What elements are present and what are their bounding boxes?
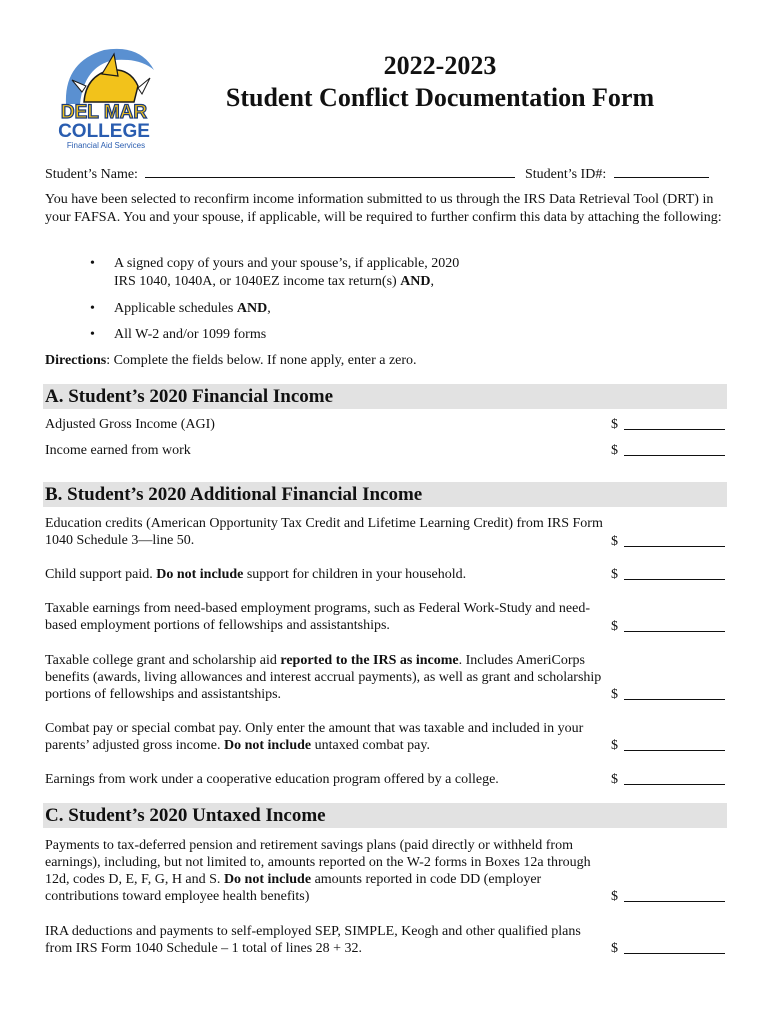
student-name-field[interactable] <box>145 164 515 178</box>
bullet-1-line2: IRS 1040, 1040A, or 1040EZ income tax return(s) <box>114 274 401 289</box>
list-item <box>90 300 690 318</box>
combat-pay-label: Combat pay or special combat pay. Only enter the amount that was taxable and included in your parents’ adjusted gross income. Do not include untaxed combat pay. <box>45 721 584 753</box>
currency-symbol: $ <box>611 443 618 458</box>
logo-line3: Financial Aid Services <box>66 141 146 150</box>
currency-symbol: $ <box>611 417 618 432</box>
currency-symbol: $ <box>611 772 618 787</box>
title-block <box>170 50 710 114</box>
student-id-label: Student’s ID#: <box>524 167 607 182</box>
del-mar-college-logo <box>44 40 164 150</box>
list-item <box>90 326 690 344</box>
currency-symbol: $ <box>611 941 618 956</box>
intro-paragraph: You have been selected to reconfirm income information submitted to us through the IRS Data Retrieval Tool (DRT) in your FAFSA. You and your spouse, if applicable, will be required to further confirm this data by attaching the following: <box>45 192 722 225</box>
section-a-work-label: Income earned from work <box>45 443 191 458</box>
student-info-row <box>45 164 725 184</box>
child-support-label: Child support paid. Do not include support for children in your household. <box>45 567 467 582</box>
coop-education-label: Earnings from work under a cooperative education program offered by a college. <box>45 772 499 787</box>
need-based-earnings-label: Taxable earnings from need-based employment programs, such as Federal Work-Study and need-based employment portions of fellowships and assistantships. <box>45 601 591 633</box>
section-c-header: C. Student’s 2020 Untaxed Income <box>43 803 727 828</box>
pension-payments-label: Payments to tax-deferred pension and retirement savings plans (paid directly or withheld from earnings), including, but not limited to, amounts reported on the W-2 forms in Boxes 12a through 12d, codes D, E, F, G, H and S. Do not include amounts reported in code DD (employer contributions toward employee health benefits) <box>45 838 591 904</box>
bullet-icon: • <box>90 256 95 271</box>
list-item <box>90 255 690 291</box>
currency-symbol: $ <box>611 889 618 904</box>
education-credits-label: Education credits (American Opportunity Tax Credit and Lifetime Learning Credit) from IRS Form 1040 Schedule 3—line 50. <box>45 516 603 548</box>
directions-label: Directions <box>45 353 107 368</box>
logo-line1: DEL MAR <box>60 102 148 123</box>
taxable-grant-label: Taxable college grant and scholarship aid reported to the IRS as income. Includes AmeriCorps benefits (awards, living allowances and interest accrual payments), as well as grant and scholarship portions of fellowships and assistantships. <box>45 653 602 702</box>
currency-symbol: $ <box>611 619 618 634</box>
currency-symbol: $ <box>611 687 618 702</box>
directions-text: : Complete the fields below. If none apply, enter a zero. <box>106 353 417 368</box>
bullet-1-line1: A signed copy of yours and your spouse’s, if applicable, 2020 <box>114 256 460 271</box>
currency-symbol: $ <box>611 738 618 753</box>
currency-symbol: $ <box>611 567 618 582</box>
ira-deductions-label: IRA deductions and payments to self-employed SEP, SIMPLE, Keogh and other qualified plans from IRS Form 1040 Schedule – 1 total of lines 28 + 32. <box>45 924 581 956</box>
bullet-icon: • <box>90 301 95 316</box>
student-name-label: Student’s Name: <box>45 167 138 182</box>
section-a-agi-label: Adjusted Gross Income (AGI) <box>45 417 215 432</box>
page-title: Student Conflict Documentation Form <box>225 83 655 112</box>
section-b-header: B. Student’s 2020 Additional Financial Income <box>43 482 727 507</box>
form-year: 2022-2023 <box>383 51 497 80</box>
bullet-1-end: , <box>430 274 435 289</box>
bullet-icon: • <box>90 327 95 342</box>
bullet-2-end: , <box>267 301 271 316</box>
bullet-2-bold: AND <box>236 301 268 316</box>
directions <box>45 352 725 370</box>
bullet-2-text: Applicable schedules <box>114 301 237 316</box>
bullet-1-bold: AND <box>400 274 431 289</box>
currency-symbol: $ <box>611 534 618 549</box>
bullet-3-text: All W-2 and/or 1099 forms <box>114 327 267 342</box>
section-a-header: A. Student’s 2020 Financial Income <box>43 384 727 409</box>
student-id-field[interactable] <box>614 164 709 178</box>
logo-line2: COLLEGE <box>58 121 150 142</box>
